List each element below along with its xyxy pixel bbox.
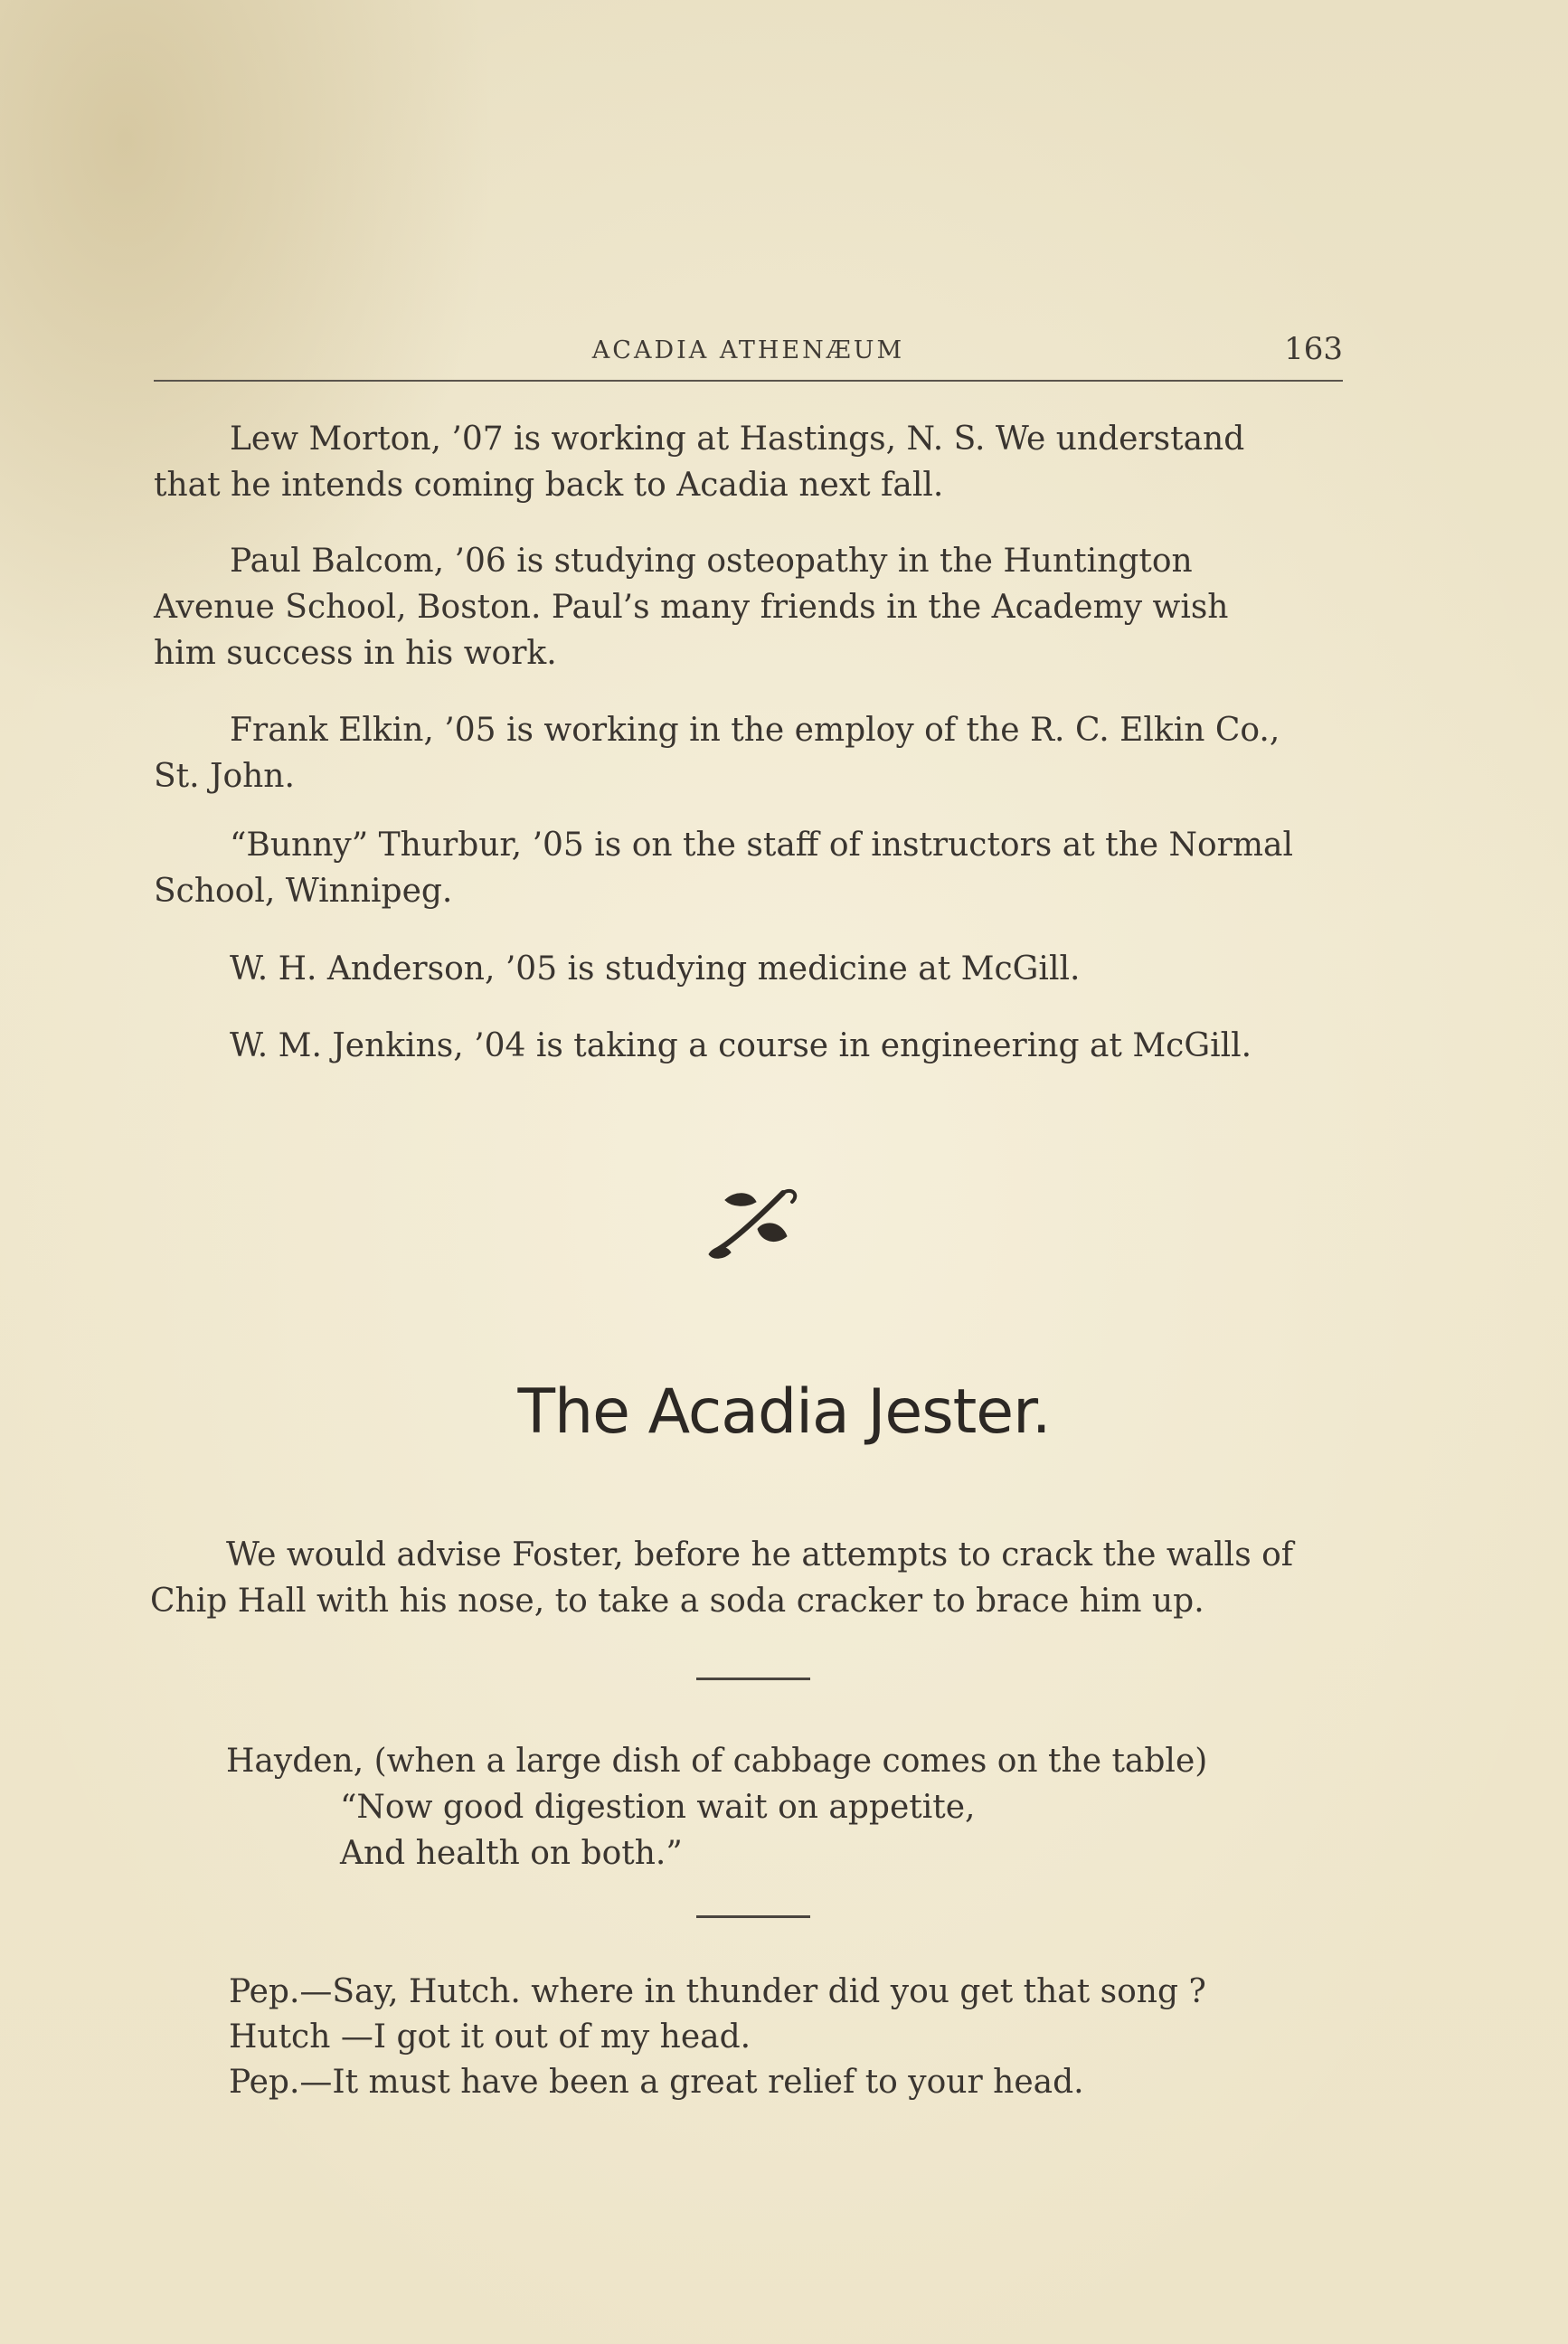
personal-text: Frank Elkin, ’05 is working in the employ of the R. C. Elkin Co., <box>230 712 1280 749</box>
personal-item-morton <box>154 416 1347 508</box>
personal-text: “Bunny” Thurbur, ’05 is on the staff of instructors at the Normal <box>230 827 1293 864</box>
section-divider <box>696 1678 810 1680</box>
personal-text: W. H. Anderson, ’05 is studying medicine at McGill. <box>230 950 1081 988</box>
personal-text: School, Winnipeg. <box>154 873 453 910</box>
personal-item-jenkins <box>154 1023 1347 1069</box>
personal-text: him success in his work. <box>154 635 557 672</box>
jester-quote-line: “Now good digestion wait on appetite, <box>340 1789 976 1826</box>
jester-item-foster <box>150 1532 1344 1624</box>
page-number: 163 <box>1284 331 1343 367</box>
running-head: ACADIA ATHENÆUM <box>591 336 905 364</box>
jester-text: Chip Hall with his nose, to take a soda cracker to brace him up. <box>150 1583 1204 1620</box>
personal-item-thurbur <box>154 822 1347 914</box>
section-divider <box>696 1915 810 1918</box>
personal-item-balcom <box>154 538 1347 676</box>
personal-item-elkin <box>154 707 1347 799</box>
jester-text: We would advise Foster, before he attempts to crack the walls of <box>226 1536 1294 1574</box>
personal-text: Paul Balcom, ’06 is studying osteopathy in the Huntington <box>230 543 1193 580</box>
section-title: The Acadia Jester. <box>517 1376 1051 1448</box>
personal-text: St. John. <box>154 758 295 795</box>
personal-text: Lew Morton, ’07 is working at Hastings, N. S. We understand <box>230 421 1245 458</box>
personal-text: Avenue School, Boston. Paul’s many friends in the Academy wish <box>154 589 1229 626</box>
jester-dialog-line: Hutch —I got it out of my head. <box>229 2018 751 2056</box>
jester-text: Hayden, (when a large dish of cabbage comes on the table) <box>226 1743 1208 1780</box>
jester-dialog-line: Pep.—It must have been a great relief to your head. <box>229 2064 1084 2101</box>
fleuron-ornament-icon <box>705 1180 805 1262</box>
jester-quote-line: And health on both.” <box>340 1835 683 1872</box>
jester-dialog-line: Pep.—Say, Hutch. where in thunder did you get that song ? <box>229 1973 1206 2010</box>
personal-item-anderson <box>154 946 1347 992</box>
personal-text: W. M. Jenkins, ’04 is taking a course in engineering at McGill. <box>230 1027 1252 1064</box>
page-header <box>154 326 1343 382</box>
personal-text: that he intends coming back to Acadia next fall. <box>154 467 944 504</box>
